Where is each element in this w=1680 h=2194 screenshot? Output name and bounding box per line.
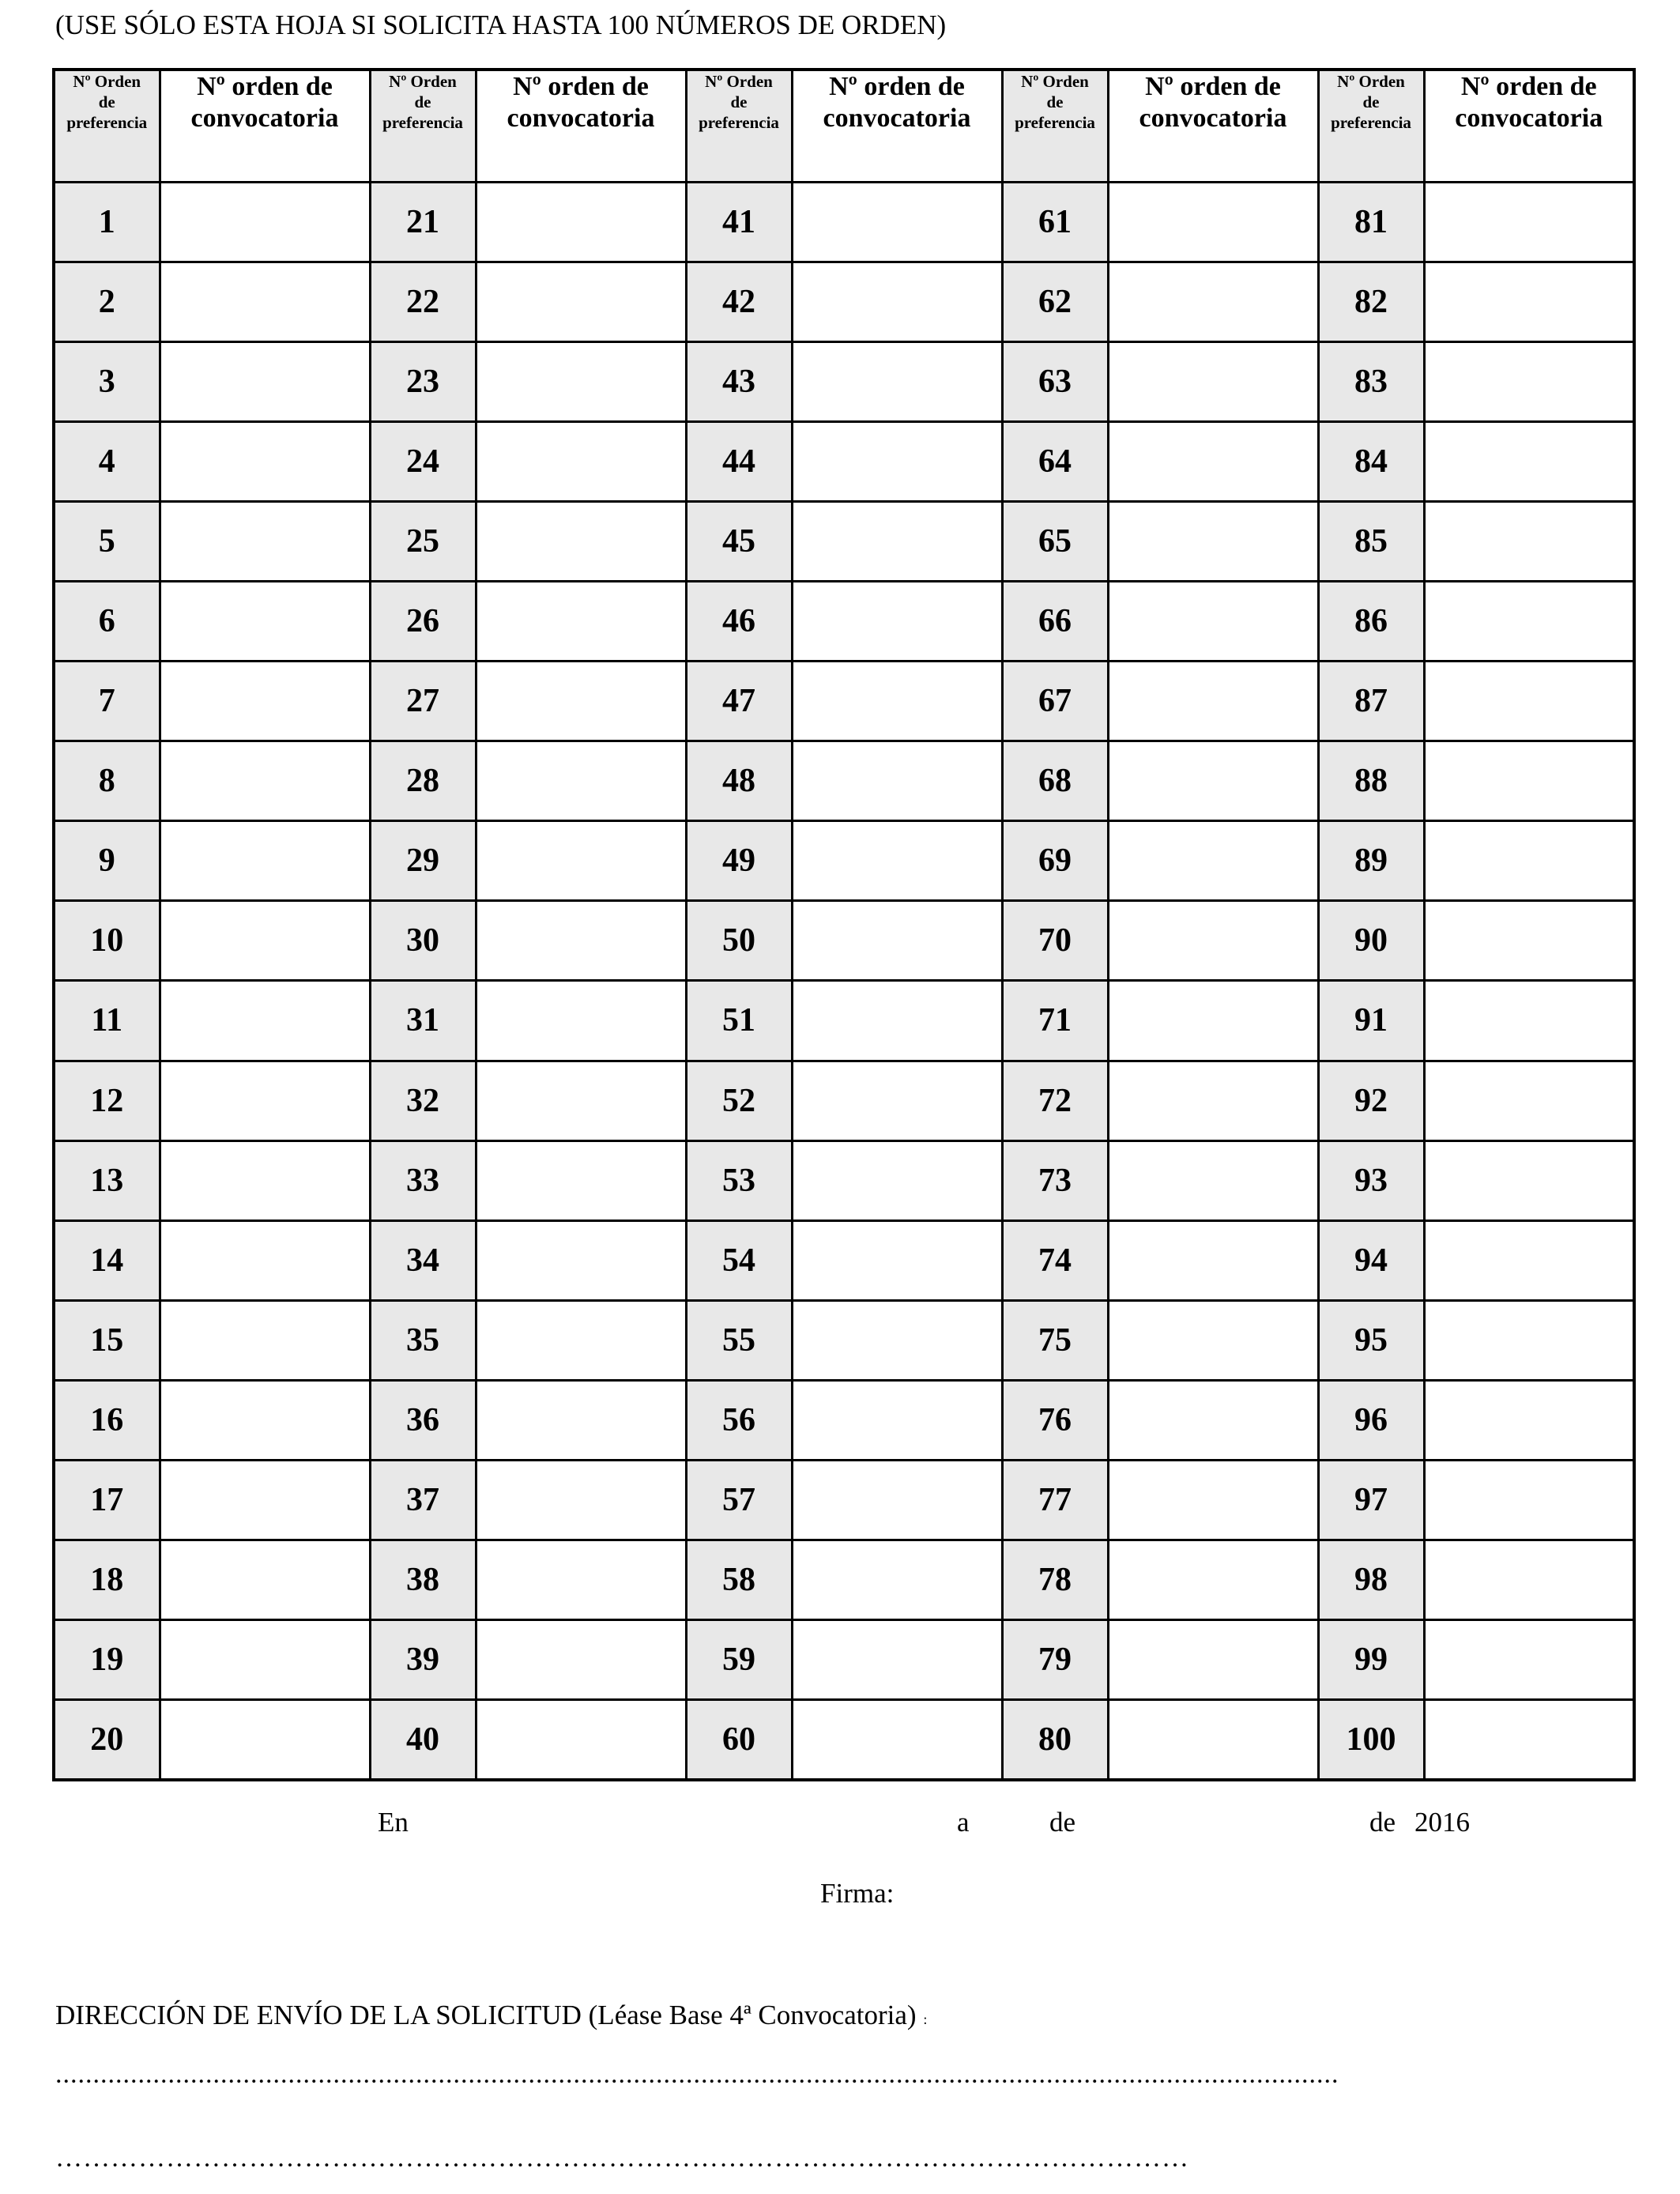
preference-number-cell: 7 [54, 662, 160, 741]
convocation-number-entry-cell[interactable] [1424, 1380, 1634, 1460]
convocation-number-entry-cell[interactable] [1108, 1380, 1318, 1460]
table-row [54, 1700, 1634, 1780]
preference-number-cell: 53 [686, 1140, 792, 1220]
preference-order-header-line: Nº Orden [705, 72, 773, 91]
convocation-number-entry-cell[interactable] [792, 901, 1002, 981]
preference-order-header-line: Nº Orden [1337, 72, 1405, 91]
preference-number-cell: 74 [1002, 1220, 1108, 1300]
preference-order-header [1002, 70, 1108, 182]
preference-number-cell: 43 [686, 341, 792, 421]
preference-number-cell: 100 [1318, 1700, 1424, 1780]
preference-number-cell: 36 [370, 1380, 476, 1460]
convocation-number-entry-cell[interactable] [792, 662, 1002, 741]
preference-number-cell: 76 [1002, 1380, 1108, 1460]
preference-order-header [1318, 70, 1424, 182]
preference-number-cell: 8 [54, 741, 160, 821]
convocation-number-entry-cell[interactable] [160, 1620, 370, 1700]
convocation-number-entry-cell[interactable] [1424, 1300, 1634, 1380]
preference-table [52, 68, 1636, 1781]
preference-order-header-line: de [1362, 92, 1380, 111]
address-label [55, 2000, 927, 2031]
convocation-number-entry-cell[interactable] [1424, 1061, 1634, 1140]
convocation-number-entry-cell[interactable] [160, 262, 370, 341]
preference-number-cell: 9 [54, 821, 160, 901]
convocation-number-entry-cell[interactable] [1108, 1620, 1318, 1700]
preference-number-cell: 48 [686, 741, 792, 821]
convocation-number-entry-cell[interactable] [1424, 182, 1634, 262]
preference-order-header-line: Nº Orden [389, 72, 457, 91]
convocation-number-entry-cell[interactable] [792, 1620, 1002, 1700]
preference-number-cell: 87 [1318, 662, 1424, 741]
preference-number-cell: 56 [686, 1380, 792, 1460]
table-row [54, 1061, 1634, 1140]
preference-number-cell: 46 [686, 581, 792, 661]
convocation-number-entry-cell[interactable] [792, 1461, 1002, 1540]
month-prefix-label: de [1049, 1807, 1076, 1838]
preference-number-cell: 1 [54, 182, 160, 262]
preference-number-cell: 42 [686, 262, 792, 341]
convocation-order-header-line: convocatoria [1455, 104, 1603, 133]
convocation-number-entry-cell[interactable] [792, 1061, 1002, 1140]
convocation-number-entry-cell[interactable] [476, 1061, 686, 1140]
address-line-2[interactable]: …………………………………………………………………………………………………………… [55, 2143, 1189, 2173]
convocation-number-entry-cell[interactable] [160, 581, 370, 661]
table-row [54, 1300, 1634, 1380]
convocation-number-entry-cell[interactable] [1108, 1140, 1318, 1220]
preference-number-cell: 37 [370, 1461, 476, 1540]
preference-number-cell: 33 [370, 1140, 476, 1220]
preference-number-cell: 24 [370, 421, 476, 501]
address-label-colon: : [923, 2011, 928, 2027]
convocation-number-entry-cell[interactable] [160, 1380, 370, 1460]
convocation-number-entry-cell[interactable] [160, 901, 370, 981]
preference-number-cell: 39 [370, 1620, 476, 1700]
convocation-number-entry-cell[interactable] [1108, 1700, 1318, 1780]
convocation-number-entry-cell[interactable] [792, 821, 1002, 901]
preference-number-cell: 79 [1002, 1620, 1108, 1700]
preference-number-cell: 99 [1318, 1620, 1424, 1700]
preference-order-header-line: preferencia [699, 113, 779, 132]
convocation-number-entry-cell[interactable] [792, 1220, 1002, 1300]
preference-order-header-line: de [730, 92, 748, 111]
convocation-number-entry-cell[interactable] [476, 1380, 686, 1460]
preference-number-cell: 32 [370, 1061, 476, 1140]
preference-number-cell: 12 [54, 1061, 160, 1140]
table-row [54, 1620, 1634, 1700]
convocation-number-entry-cell[interactable] [1424, 981, 1634, 1061]
preference-number-cell: 85 [1318, 501, 1424, 581]
preference-number-cell: 89 [1318, 821, 1424, 901]
convocation-number-entry-cell[interactable] [1424, 262, 1634, 341]
preference-number-cell: 72 [1002, 1061, 1108, 1140]
convocation-number-entry-cell[interactable] [476, 1700, 686, 1780]
preference-number-cell: 54 [686, 1220, 792, 1300]
convocation-number-entry-cell[interactable] [1424, 1461, 1634, 1540]
convocation-number-entry-cell[interactable] [1424, 821, 1634, 901]
preference-number-cell: 95 [1318, 1300, 1424, 1380]
convocation-number-entry-cell[interactable] [1424, 1620, 1634, 1700]
preference-number-cell: 49 [686, 821, 792, 901]
convocation-number-entry-cell[interactable] [1424, 341, 1634, 421]
convocation-order-header-line: convocatoria [190, 104, 339, 133]
preference-number-cell: 44 [686, 421, 792, 501]
preference-number-cell: 28 [370, 741, 476, 821]
table-row [54, 182, 1634, 262]
convocation-number-entry-cell[interactable] [792, 182, 1002, 262]
table-row [54, 421, 1634, 501]
preference-number-cell: 51 [686, 981, 792, 1061]
preference-number-cell: 2 [54, 262, 160, 341]
preference-number-cell: 22 [370, 262, 476, 341]
convocation-number-entry-cell[interactable] [476, 1620, 686, 1700]
preference-number-cell: 11 [54, 981, 160, 1061]
convocation-number-entry-cell[interactable] [792, 1700, 1002, 1780]
convocation-order-header [160, 70, 370, 182]
convocation-order-header-line: Nº orden de [1145, 72, 1281, 101]
preference-number-cell: 40 [370, 1700, 476, 1780]
preference-number-cell: 29 [370, 821, 476, 901]
preference-order-header [370, 70, 476, 182]
preference-number-cell: 90 [1318, 901, 1424, 981]
preference-order-header-line: preferencia [66, 113, 148, 132]
convocation-number-entry-cell[interactable] [160, 182, 370, 262]
preference-number-cell: 4 [54, 421, 160, 501]
convocation-number-entry-cell[interactable] [476, 821, 686, 901]
convocation-number-entry-cell[interactable] [1108, 821, 1318, 901]
convocation-number-entry-cell[interactable] [1424, 662, 1634, 741]
convocation-number-entry-cell[interactable] [476, 341, 686, 421]
convocation-number-entry-cell[interactable] [160, 1061, 370, 1140]
convocation-number-entry-cell[interactable] [792, 1540, 1002, 1620]
preference-order-header-line: preferencia [1015, 113, 1095, 132]
preference-number-cell: 70 [1002, 901, 1108, 981]
preference-number-cell: 86 [1318, 581, 1424, 661]
convocation-number-entry-cell[interactable] [1108, 1300, 1318, 1380]
address-label-text: DIRECCIÓN DE ENVÍO DE LA SOLICITUD (Léase Base 4ª Convocatoria) [55, 2000, 917, 2030]
preference-number-cell: 69 [1002, 821, 1108, 901]
preference-number-cell: 92 [1318, 1061, 1424, 1140]
convocation-number-entry-cell[interactable] [1108, 981, 1318, 1061]
year-value: 2016 [1414, 1807, 1470, 1838]
convocation-number-entry-cell[interactable] [476, 262, 686, 341]
convocation-number-entry-cell[interactable] [1108, 1540, 1318, 1620]
convocation-number-entry-cell[interactable] [1108, 1061, 1318, 1140]
preference-number-cell: 27 [370, 662, 476, 741]
preference-number-cell: 34 [370, 1220, 476, 1300]
convocation-number-entry-cell[interactable] [476, 901, 686, 981]
preference-order-header-line: preferencia [382, 113, 463, 132]
convocation-number-entry-cell[interactable] [160, 1540, 370, 1620]
table-header-row [54, 70, 1634, 182]
convocation-number-entry-cell[interactable] [160, 1461, 370, 1540]
convocation-number-entry-cell[interactable] [1424, 501, 1634, 581]
preference-number-cell: 45 [686, 501, 792, 581]
preference-order-header-line: preferencia [1331, 113, 1411, 132]
preference-number-cell: 57 [686, 1461, 792, 1540]
table-row [54, 662, 1634, 741]
preference-number-cell: 83 [1318, 341, 1424, 421]
preference-number-cell: 98 [1318, 1540, 1424, 1620]
table-row [54, 1540, 1634, 1620]
table-row [54, 901, 1634, 981]
convocation-number-entry-cell[interactable] [1424, 741, 1634, 821]
preference-order-header-line: de [1046, 92, 1064, 111]
preference-number-cell: 62 [1002, 262, 1108, 341]
convocation-number-entry-cell[interactable] [476, 1140, 686, 1220]
preference-number-cell: 21 [370, 182, 476, 262]
preference-number-cell: 25 [370, 501, 476, 581]
convocation-number-entry-cell[interactable] [476, 662, 686, 741]
preference-number-cell: 35 [370, 1300, 476, 1380]
preference-number-cell: 6 [54, 581, 160, 661]
preference-number-cell: 80 [1002, 1700, 1108, 1780]
convocation-number-entry-cell[interactable] [160, 821, 370, 901]
convocation-number-entry-cell[interactable] [792, 1140, 1002, 1220]
convocation-number-entry-cell[interactable] [476, 182, 686, 262]
convocation-order-header-line: convocatoria [823, 104, 971, 133]
convocation-number-entry-cell[interactable] [160, 1300, 370, 1380]
convocation-number-entry-cell[interactable] [160, 1140, 370, 1220]
preference-number-cell: 50 [686, 901, 792, 981]
preference-number-cell: 19 [54, 1620, 160, 1700]
preference-number-cell: 38 [370, 1540, 476, 1620]
table-row [54, 1380, 1634, 1460]
preference-number-cell: 81 [1318, 182, 1424, 262]
convocation-number-entry-cell[interactable] [1108, 741, 1318, 821]
convocation-number-entry-cell[interactable] [1424, 1220, 1634, 1300]
place-label: En [378, 1807, 409, 1838]
convocation-number-entry-cell[interactable] [160, 421, 370, 501]
convocation-number-entry-cell[interactable] [476, 981, 686, 1061]
preference-number-cell: 3 [54, 341, 160, 421]
preference-number-cell: 66 [1002, 581, 1108, 661]
preference-number-cell: 65 [1002, 501, 1108, 581]
convocation-number-entry-cell[interactable] [1108, 581, 1318, 661]
preference-number-cell: 47 [686, 662, 792, 741]
preference-number-cell: 52 [686, 1061, 792, 1140]
preference-order-header-line: Nº Orden [1021, 72, 1089, 91]
preference-number-cell: 94 [1318, 1220, 1424, 1300]
preference-number-cell: 31 [370, 981, 476, 1061]
preference-number-cell: 14 [54, 1220, 160, 1300]
convocation-number-entry-cell[interactable] [1424, 421, 1634, 501]
preference-number-cell: 93 [1318, 1140, 1424, 1220]
convocation-number-entry-cell[interactable] [1108, 901, 1318, 981]
convocation-number-entry-cell[interactable] [1108, 1220, 1318, 1300]
preference-number-cell: 91 [1318, 981, 1424, 1061]
preference-number-cell: 15 [54, 1300, 160, 1380]
convocation-order-header-line: convocatoria [1139, 104, 1287, 133]
convocation-number-entry-cell[interactable] [476, 421, 686, 501]
preference-number-cell: 63 [1002, 341, 1108, 421]
preference-number-cell: 59 [686, 1620, 792, 1700]
preference-number-cell: 73 [1002, 1140, 1108, 1220]
convocation-number-entry-cell[interactable] [160, 741, 370, 821]
convocation-order-header-line: Nº orden de [1460, 72, 1597, 101]
preference-number-cell: 17 [54, 1461, 160, 1540]
convocation-number-entry-cell[interactable] [792, 1380, 1002, 1460]
preference-number-cell: 78 [1002, 1540, 1108, 1620]
table-row [54, 981, 1634, 1061]
preference-number-cell: 18 [54, 1540, 160, 1620]
preference-number-cell: 71 [1002, 981, 1108, 1061]
preference-order-header [54, 70, 160, 182]
convocation-number-entry-cell[interactable] [1108, 262, 1318, 341]
convocation-number-entry-cell[interactable] [792, 741, 1002, 821]
preference-number-cell: 20 [54, 1700, 160, 1780]
convocation-number-entry-cell[interactable] [792, 581, 1002, 661]
preference-number-cell: 13 [54, 1140, 160, 1220]
convocation-number-entry-cell[interactable] [160, 1220, 370, 1300]
convocation-number-entry-cell[interactable] [1424, 901, 1634, 981]
preference-number-cell: 58 [686, 1540, 792, 1620]
preference-number-cell: 97 [1318, 1461, 1424, 1540]
convocation-number-entry-cell[interactable] [1108, 421, 1318, 501]
convocation-order-header [1108, 70, 1318, 182]
preference-order-header-line: de [414, 92, 431, 111]
convocation-order-header [476, 70, 686, 182]
preference-number-cell: 61 [1002, 182, 1108, 262]
preference-number-cell: 88 [1318, 741, 1424, 821]
convocation-number-entry-cell[interactable] [160, 981, 370, 1061]
convocation-number-entry-cell[interactable] [1108, 341, 1318, 421]
convocation-number-entry-cell[interactable] [792, 341, 1002, 421]
convocation-number-entry-cell[interactable] [476, 501, 686, 581]
convocation-number-entry-cell[interactable] [160, 501, 370, 581]
signature-label: Firma: [820, 1878, 895, 1909]
table-row [54, 741, 1634, 821]
preference-number-cell: 96 [1318, 1380, 1424, 1460]
preference-number-cell: 5 [54, 501, 160, 581]
table-row [54, 821, 1634, 901]
convocation-number-entry-cell[interactable] [476, 741, 686, 821]
convocation-order-header-line: convocatoria [507, 104, 655, 133]
preference-order-header-line: de [98, 92, 115, 111]
convocation-number-entry-cell[interactable] [1108, 182, 1318, 262]
preference-number-cell: 75 [1002, 1300, 1108, 1380]
convocation-number-entry-cell[interactable] [792, 262, 1002, 341]
preference-order-header [686, 70, 792, 182]
convocation-number-entry-cell[interactable] [160, 341, 370, 421]
table-row [54, 501, 1634, 581]
preference-number-cell: 16 [54, 1380, 160, 1460]
preference-number-cell: 82 [1318, 262, 1424, 341]
convocation-number-entry-cell[interactable] [476, 1461, 686, 1540]
convocation-number-entry-cell[interactable] [1108, 662, 1318, 741]
convocation-number-entry-cell[interactable] [160, 662, 370, 741]
convocation-number-entry-cell[interactable] [1108, 1461, 1318, 1540]
preference-number-cell: 64 [1002, 421, 1108, 501]
convocation-order-header [792, 70, 1002, 182]
table-row [54, 581, 1634, 661]
preference-number-cell: 26 [370, 581, 476, 661]
preference-number-cell: 30 [370, 901, 476, 981]
preference-number-cell: 23 [370, 341, 476, 421]
convocation-order-header [1424, 70, 1634, 182]
convocation-order-header-line: Nº orden de [197, 72, 333, 101]
convocation-number-entry-cell[interactable] [1424, 1140, 1634, 1220]
convocation-number-entry-cell[interactable] [476, 1220, 686, 1300]
preference-order-header-line: Nº Orden [73, 72, 141, 91]
year-prefix-label: de [1369, 1807, 1396, 1838]
preference-number-cell: 67 [1002, 662, 1108, 741]
preference-number-cell: 84 [1318, 421, 1424, 501]
convocation-order-header-line: Nº orden de [513, 72, 649, 101]
convocation-number-entry-cell[interactable] [1108, 501, 1318, 581]
table-row [54, 1140, 1634, 1220]
address-line-1[interactable]: ........................................................................................................................................................................... [55, 2060, 1339, 2089]
convocation-number-entry-cell[interactable] [1424, 1700, 1634, 1780]
convocation-number-entry-cell[interactable] [476, 581, 686, 661]
day-prefix-label: a [957, 1807, 970, 1838]
table-row [54, 262, 1634, 341]
convocation-number-entry-cell[interactable] [1424, 1540, 1634, 1620]
convocation-number-entry-cell[interactable] [160, 1700, 370, 1780]
convocation-number-entry-cell[interactable] [476, 1540, 686, 1620]
table-row [54, 1461, 1634, 1540]
preference-number-cell: 55 [686, 1300, 792, 1380]
convocation-number-entry-cell[interactable] [792, 981, 1002, 1061]
page-title: (USE SÓLO ESTA HOJA SI SOLICITA HASTA 100 NÚMEROS DE ORDEN) [55, 9, 947, 40]
preference-number-cell: 60 [686, 1700, 792, 1780]
convocation-number-entry-cell[interactable] [476, 1300, 686, 1380]
convocation-order-header-line: Nº orden de [829, 72, 965, 101]
convocation-number-entry-cell[interactable] [792, 501, 1002, 581]
convocation-number-entry-cell[interactable] [792, 421, 1002, 501]
convocation-number-entry-cell[interactable] [792, 1300, 1002, 1380]
table-row [54, 1220, 1634, 1300]
preference-number-cell: 10 [54, 901, 160, 981]
convocation-number-entry-cell[interactable] [1424, 581, 1634, 661]
table-row [54, 341, 1634, 421]
preference-number-cell: 68 [1002, 741, 1108, 821]
preference-number-cell: 77 [1002, 1461, 1108, 1540]
preference-number-cell: 41 [686, 182, 792, 262]
